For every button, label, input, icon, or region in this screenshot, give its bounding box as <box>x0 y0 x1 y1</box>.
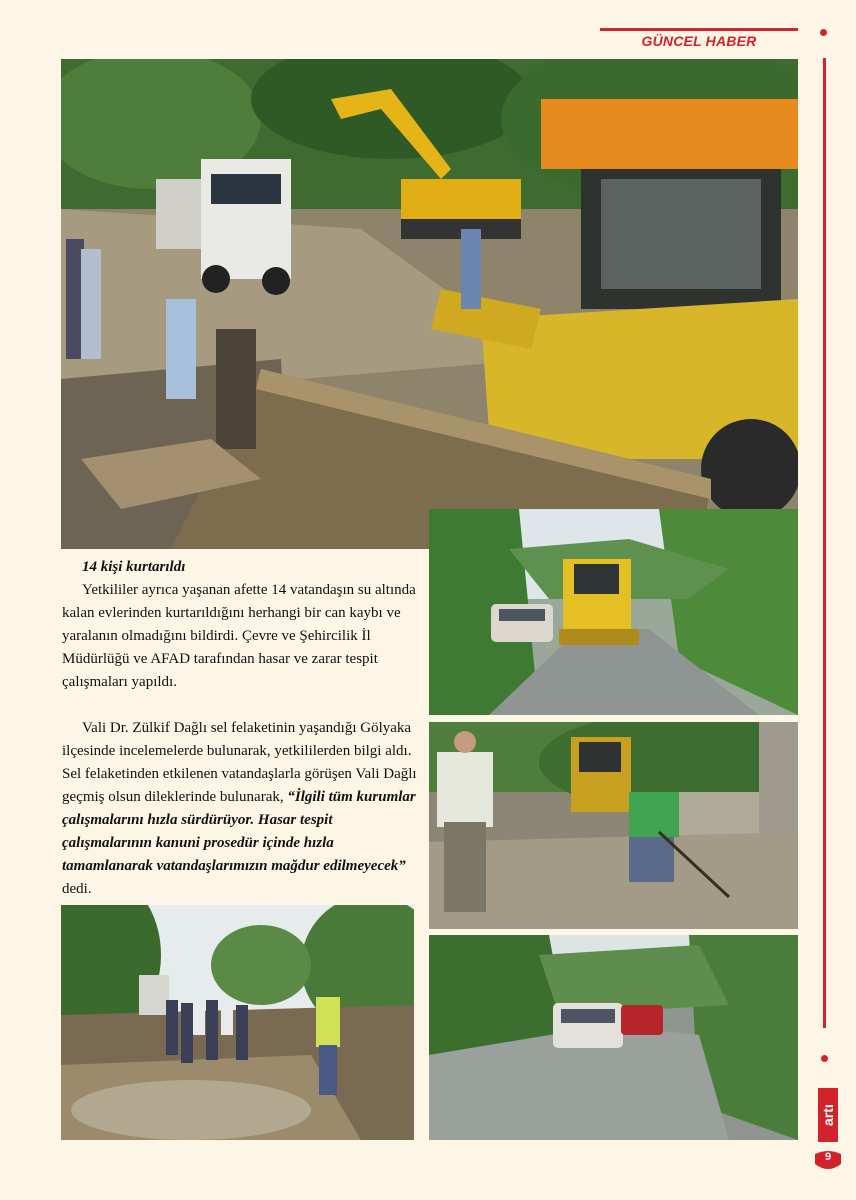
photo-officials-inspection <box>61 905 414 1140</box>
article-body <box>62 556 422 901</box>
governor-quote: “İlgili tüm kurumlar çalışmalarını hızla sürdürüyor. Hasar tespit çalışmalarının kanuni prosedür içinde hızla tamamlanarak vatandaşlarımızın mağdur edilmeyecek” <box>62 789 416 874</box>
photo-cars-flooded-road <box>429 935 798 1140</box>
paragraph-2-outro: dedi. <box>62 881 92 897</box>
photo-workers-shoveling <box>429 722 798 929</box>
section-label: GÜNCEL HABER <box>641 33 757 49</box>
article-subhead: 14 kişi kurtarıldı <box>82 559 186 575</box>
side-rule <box>823 58 826 1028</box>
page-number: 9 <box>824 1151 832 1163</box>
article-paragraph-2 <box>62 717 422 901</box>
paragraph-2-intro: Vali Dr. Zülkif Dağlı sel felaketinin yaşandığı Gölyaka ilçesinde incelemelerde bulunarak, yetkililerden bilgi aldı. Sel felaketinden etkilenen vatandaşlarla görüşen Vali Dağlı geçmiş olsun dileklerinde bulunarak, <box>62 720 417 805</box>
article-paragraph-1: Yetkililer ayrıca yaşanan afette 14 vatandaşın su altında kalan evlerinden kurtarıldığını herhangi bir can kaybı ve yaralanın olmadığını bildirdi. Çevre ve Şehircilik İl Müdürlüğü ve AFAD tarafından hasar ve zarar tespit çalışmaları yapıldı. <box>62 582 416 690</box>
footer-dot <box>821 1055 828 1062</box>
magazine-logo: artı <box>818 1088 838 1142</box>
main-photo-flood-cleanup <box>61 59 798 549</box>
photo-road-backhoe-car <box>429 509 798 715</box>
header-dot <box>820 29 827 36</box>
header-rule <box>600 28 798 31</box>
